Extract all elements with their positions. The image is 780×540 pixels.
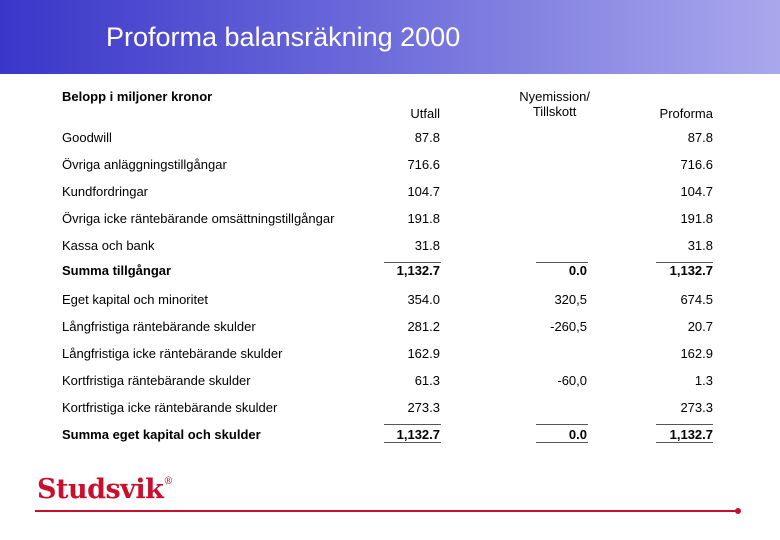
cell-nyemission: 0.0 [568, 427, 587, 442]
table-row [0, 263, 780, 283]
row-label: Summa eget kapital och skulder [62, 427, 261, 442]
cell-utfall: 31.8 [414, 238, 440, 253]
cell-nyemission: -60,0 [557, 373, 587, 388]
cell-proforma: 87.8 [687, 130, 713, 145]
cell-nyemission: 0.0 [568, 263, 587, 278]
row-label: Kassa och bank [62, 238, 155, 253]
cell-utfall: 1,132.7 [396, 427, 440, 442]
row-label: Goodwill [62, 130, 112, 145]
cell-proforma: 1,132.7 [669, 263, 713, 278]
cell-utfall: 1,132.7 [396, 263, 440, 278]
registered-mark: ® [163, 476, 173, 487]
table-row [0, 157, 780, 177]
column-header-utfall [410, 106, 440, 121]
row-label: Eget kapital och minoritet [62, 292, 208, 307]
total-line-utfall [384, 442, 441, 443]
table-row [0, 427, 780, 447]
cell-utfall: 191.8 [407, 211, 440, 226]
row-label: Summa tillgångar [62, 263, 172, 278]
row-label: Övriga icke räntebärande omsättningstillgångar [62, 211, 335, 226]
table-row [0, 238, 780, 258]
table-caption: Belopp i miljoner kronor [62, 89, 213, 104]
cell-nyemission: 320,5 [554, 292, 587, 307]
table-row [0, 319, 780, 339]
column-header-proforma [660, 106, 713, 121]
total-line-nyemission [536, 442, 588, 443]
cell-utfall: 273.3 [407, 400, 440, 415]
column-header-nyemission-line2: Tillskott [532, 104, 577, 119]
cell-utfall: 87.8 [414, 130, 440, 145]
row-label: Kortfristiga räntebärande skulder [62, 373, 251, 388]
cell-utfall: 162.9 [407, 346, 440, 361]
title-banner [0, 0, 780, 74]
cell-proforma: 1,132.7 [669, 427, 713, 442]
table-row [0, 211, 780, 231]
footer-divider-dot [735, 508, 741, 514]
cell-proforma: 31.8 [687, 238, 713, 253]
sum-line-proforma-assets [656, 262, 713, 263]
footer-divider [35, 510, 739, 512]
cell-utfall: 61.3 [414, 373, 440, 388]
total-line-proforma [656, 442, 713, 443]
cell-proforma: 162.9 [680, 346, 713, 361]
sum-line-nyemission-liabilities [536, 424, 588, 425]
cell-utfall: 716.6 [407, 157, 440, 172]
table-row [0, 130, 780, 150]
column-header-nyemission [519, 89, 590, 119]
logo-text: Studsvik [37, 474, 164, 505]
cell-utfall: 104.7 [407, 184, 440, 199]
column-header-proforma-label: Proforma [659, 106, 713, 121]
cell-proforma: 191.8 [680, 211, 713, 226]
table-row [0, 184, 780, 204]
cell-proforma: 716.6 [680, 157, 713, 172]
cell-proforma: 273.3 [680, 400, 713, 415]
row-label: Kundfordringar [62, 184, 148, 199]
sum-line-proforma-liabilities [656, 424, 713, 425]
studsvik-logo [37, 474, 173, 505]
sum-line-nyemission-assets [536, 262, 588, 263]
row-label: Långfristiga räntebärande skulder [62, 319, 256, 334]
cell-proforma: 20.7 [687, 319, 713, 334]
cell-nyemission: -260,5 [550, 319, 587, 334]
column-header-nyemission-line1: Nyemission/ [519, 89, 590, 104]
table-row [0, 346, 780, 366]
cell-proforma: 674.5 [680, 292, 713, 307]
column-header-utfall-label: Utfall [410, 106, 440, 121]
sum-line-utfall-liabilities [384, 424, 441, 425]
cell-utfall: 354.0 [407, 292, 440, 307]
table-row [0, 400, 780, 420]
sum-line-utfall-assets [384, 262, 441, 263]
cell-proforma: 104.7 [680, 184, 713, 199]
cell-proforma: 1.3 [694, 373, 713, 388]
table-row [0, 373, 780, 393]
cell-utfall: 281.2 [407, 319, 440, 334]
page-title: Proforma balansräkning 2000 [106, 22, 461, 52]
row-label: Övriga anläggningstillgångar [62, 157, 227, 172]
table-row [0, 292, 780, 312]
row-label: Långfristiga icke räntebärande skulder [62, 346, 283, 361]
row-label: Kortfristiga icke räntebärande skulder [62, 400, 278, 415]
